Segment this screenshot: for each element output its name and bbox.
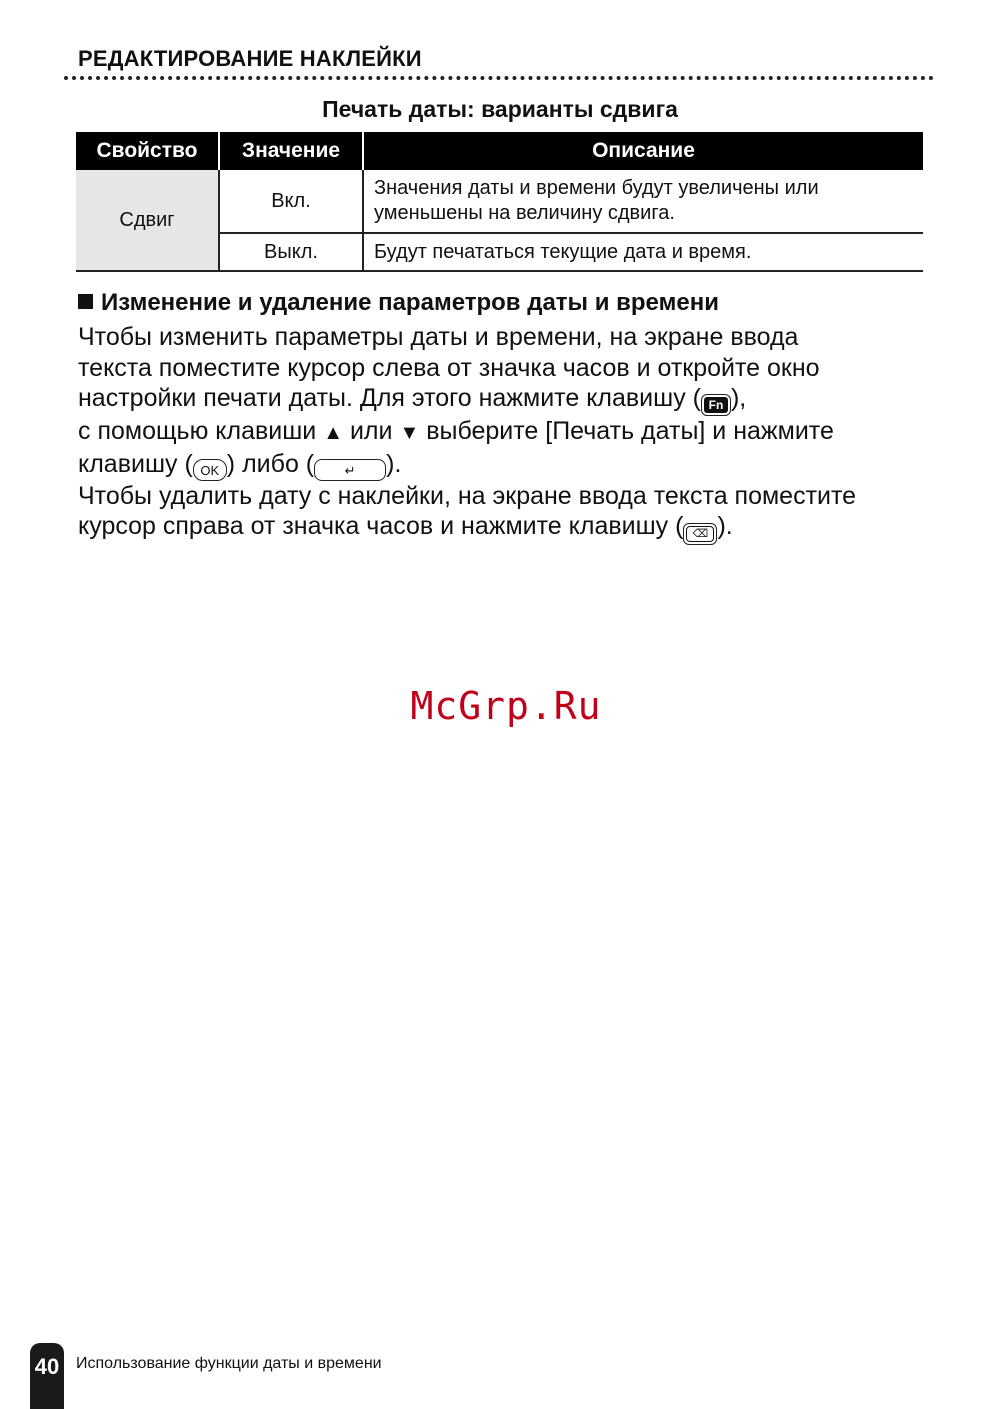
footer-chapter-title: Использование функции даты и времени [76,1355,382,1372]
section-heading-text: Изменение и удаление параметров даты и времени [101,289,719,316]
shift-options-table [76,132,923,272]
description-cell-off: Будут печататься текущие дата и время. [363,233,923,271]
enter-key-icon: ↵ [314,459,386,481]
fn-key-icon [701,394,731,416]
fn-key-label: Fn [704,397,728,413]
section-heading [78,289,719,317]
text-line: текста поместите курсор слева от значка часов и откройте окно [78,353,820,382]
text-fragment: с помощью клавиши [78,417,317,445]
backspace-key-icon [683,523,717,545]
backspace-key-label: ⌫ [686,526,714,542]
value-cell-off: Выкл. [219,233,363,271]
text-fragment: настройки печати даты. Для этого нажмите клавишу ( [78,384,701,412]
text-line: Чтобы удалить дату с наклейки, на экране ввода текста поместите [78,481,857,510]
column-header-description: Описание [363,132,923,170]
table-caption: Печать даты: варианты сдвига [322,96,678,122]
watermark-text: McGrp.Ru [410,684,602,728]
text-fragment: ). [717,512,733,540]
instructions-text [78,322,938,545]
text-fragment: или [349,417,393,445]
text-line: Чтобы изменить параметры даты и времени, на экране ввода [78,323,799,351]
description-line: уменьшены на величину сдвига. [374,202,675,224]
ok-key-icon: OK [193,459,227,481]
text-line [78,383,938,416]
page-number-tab: 40 [30,1343,64,1409]
down-arrow-icon: ▼ [399,422,420,444]
value-cell-on: Вкл. [219,170,363,233]
text-fragment: ) либо ( [226,449,315,478]
description-line: Значения даты и времени будут увеличены или [374,177,819,199]
text-fragment: ). [386,449,402,478]
description-cell-on [363,170,923,233]
text-line [78,449,938,481]
text-line [78,511,938,545]
text-line [78,416,938,449]
text-fragment: клавишу ( [78,449,193,478]
square-bullet-icon [78,294,93,309]
up-arrow-icon: ▲ [323,422,343,444]
column-header-property: Свойство [76,132,219,170]
dotted-divider [64,76,934,84]
text-fragment: ), [730,384,747,412]
table-row [76,170,923,233]
table-header-row [76,132,923,170]
section-header-title: РЕДАКТИРОВАНИЕ НАКЛЕЙКИ [78,46,422,71]
text-fragment: курсор справа от значка часов и нажмите клавишу ( [78,512,684,540]
column-header-value: Значение [219,132,363,170]
text-fragment: выберите [Печать даты] и нажмите [426,417,834,445]
property-cell: Сдвиг [76,170,219,271]
